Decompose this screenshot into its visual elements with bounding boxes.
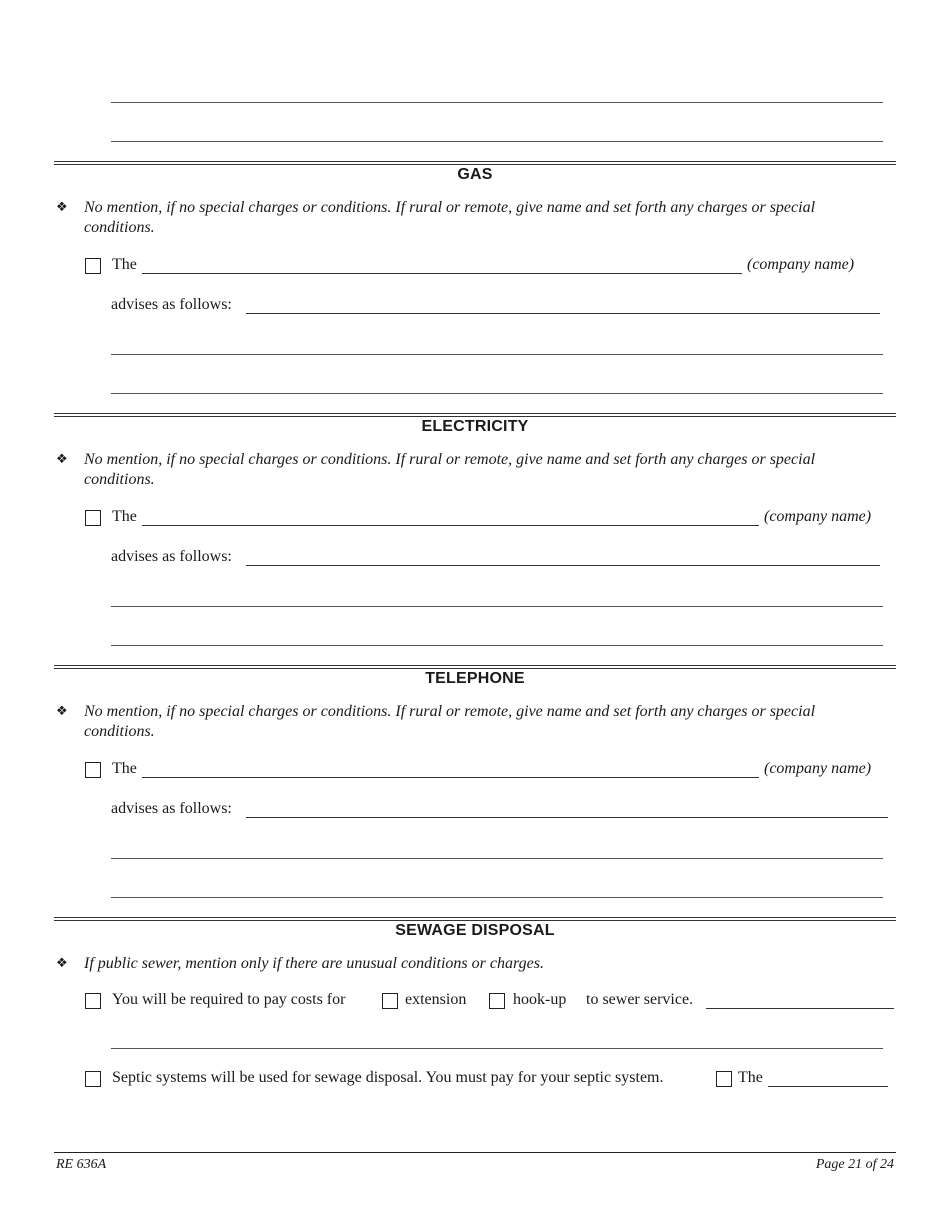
electricity-heading: ELECTRICITY bbox=[421, 418, 529, 435]
telephone-company-checkbox[interactable] bbox=[85, 762, 101, 778]
sewage-extension-checkbox[interactable] bbox=[382, 993, 398, 1009]
section-divider-electricity bbox=[54, 413, 896, 417]
sewage-hookup-checkbox[interactable] bbox=[489, 993, 505, 1009]
gas-company-name-field[interactable] bbox=[142, 273, 742, 274]
section-divider-telephone bbox=[54, 665, 896, 669]
telephone-heading: TELEPHONE bbox=[425, 670, 525, 687]
telephone-advises-field[interactable] bbox=[246, 817, 888, 818]
gas-advises-label: advises as follows: bbox=[111, 296, 232, 313]
sewage-note: If public sewer, mention only if there are unusual conditions or charges. bbox=[84, 955, 544, 972]
sewage-to-sewer-label: to sewer service. bbox=[586, 991, 694, 1008]
gas-advises-line-3[interactable] bbox=[111, 393, 883, 394]
sewage-septic-company-field[interactable] bbox=[768, 1086, 888, 1087]
electricity-advises-line-2[interactable] bbox=[111, 606, 883, 607]
continuation-line-1[interactable] bbox=[111, 102, 883, 103]
sewage-cost-line-2[interactable] bbox=[111, 1048, 883, 1049]
footer-page-number: Page 21 of 24 bbox=[815, 1157, 894, 1172]
gas-note: No mention, if no special charges or conditions. If rural or remote, give name and set forth any charges or special conditions. bbox=[84, 199, 816, 236]
electricity-advises-line-3[interactable] bbox=[111, 645, 883, 646]
continuation-line-2[interactable] bbox=[111, 141, 883, 142]
diamond-bullet-icon: ❖ bbox=[56, 452, 68, 467]
gas-the-label: The bbox=[112, 256, 137, 273]
electricity-advises-field[interactable] bbox=[246, 565, 880, 566]
electricity-company-name-field[interactable] bbox=[142, 525, 759, 526]
sewage-septic-the-checkbox[interactable] bbox=[716, 1071, 732, 1087]
sewage-heading: SEWAGE DISPOSAL bbox=[395, 922, 555, 939]
section-divider-sewage bbox=[54, 917, 896, 921]
section-divider-gas bbox=[54, 161, 896, 165]
sewage-pay-costs-label: You will be required to pay costs for bbox=[112, 991, 346, 1008]
sewage-cost-field[interactable] bbox=[706, 1008, 894, 1009]
gas-company-name-label: (company name) bbox=[747, 256, 855, 273]
diamond-bullet-icon: ❖ bbox=[56, 704, 68, 719]
footer-form-id: RE 636A bbox=[56, 1157, 107, 1172]
footer-rule bbox=[54, 1152, 896, 1153]
telephone-company-name-field[interactable] bbox=[142, 777, 759, 778]
sewage-extension-label: extension bbox=[405, 991, 467, 1008]
telephone-the-label: The bbox=[112, 760, 137, 777]
electricity-advises-label: advises as follows: bbox=[111, 548, 232, 565]
telephone-advises-label: advises as follows: bbox=[111, 800, 232, 817]
telephone-advises-line-3[interactable] bbox=[111, 897, 883, 898]
gas-advises-line-2[interactable] bbox=[111, 354, 883, 355]
electricity-note: No mention, if no special charges or conditions. If rural or remote, give name and set forth any charges or special conditions. bbox=[84, 451, 816, 488]
sewage-septic-the-label: The bbox=[738, 1069, 763, 1086]
telephone-note: No mention, if no special charges or conditions. If rural or remote, give name and set forth any charges or special conditions. bbox=[84, 703, 816, 740]
sewage-pay-costs-checkbox[interactable] bbox=[85, 993, 101, 1009]
sewage-hookup-label: hook-up bbox=[513, 991, 567, 1008]
diamond-bullet-icon: ❖ bbox=[56, 200, 68, 215]
electricity-the-label: The bbox=[112, 508, 137, 525]
electricity-company-name-label: (company name) bbox=[764, 508, 872, 525]
diamond-bullet-icon: ❖ bbox=[56, 956, 68, 971]
gas-heading: GAS bbox=[457, 166, 493, 183]
sewage-septic-label: Septic systems will be used for sewage disposal. You must pay for your septic system. bbox=[112, 1069, 664, 1086]
sewage-septic-checkbox[interactable] bbox=[85, 1071, 101, 1087]
electricity-company-checkbox[interactable] bbox=[85, 510, 101, 526]
telephone-company-name-label: (company name) bbox=[764, 760, 872, 777]
telephone-advises-line-2[interactable] bbox=[111, 858, 883, 859]
gas-advises-field[interactable] bbox=[246, 313, 880, 314]
gas-company-checkbox[interactable] bbox=[85, 258, 101, 274]
